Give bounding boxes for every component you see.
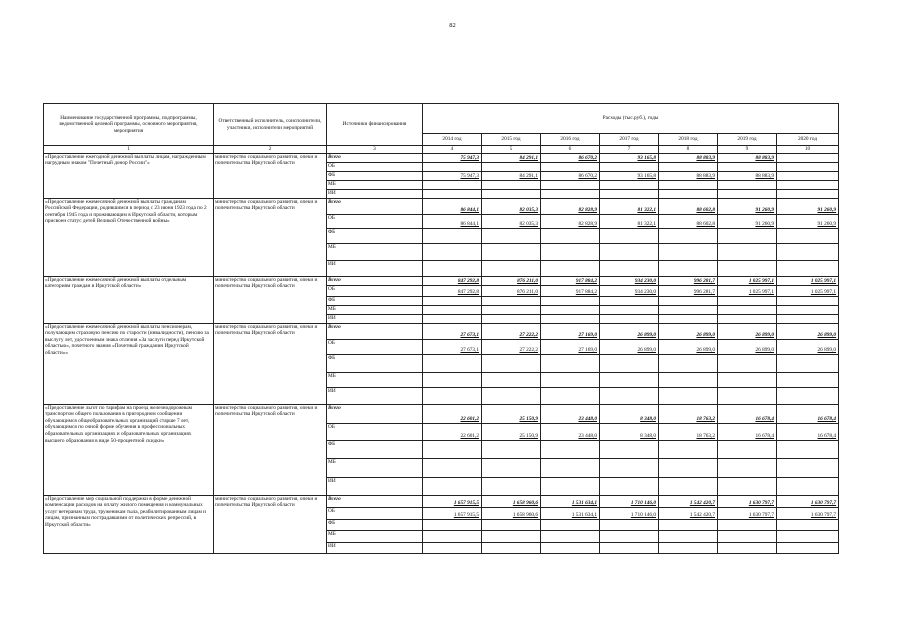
header-year: 2014 год <box>423 134 482 146</box>
header-col-num: 10 <box>777 146 839 154</box>
expense-value <box>600 372 659 387</box>
expense-value <box>777 153 839 162</box>
expense-value <box>600 387 659 404</box>
expense-value: 1 630 797,7 <box>777 507 839 519</box>
funding-source: МБ <box>327 372 423 387</box>
funding-source: ФБ <box>327 296 423 305</box>
expense-value: 1 542 420,7 <box>659 495 718 507</box>
expense-value: 25 150,9 <box>482 404 541 423</box>
funding-source: МБ <box>327 243 423 260</box>
funding-source: Всего <box>327 153 423 162</box>
expense-value <box>541 387 600 404</box>
responsible-executor: министерство социального развития, опеки и попечительства Иркутской области <box>214 153 327 198</box>
expense-value: 82 828,9 <box>541 198 600 214</box>
expense-value: 86 844,1 <box>423 214 482 228</box>
expense-value: 86 844,1 <box>423 198 482 214</box>
expense-value <box>541 542 600 553</box>
header-name: Наименование государственной программы, подпрограммы, ведомственной целевой программы, основного мероприятия, мероприятия <box>44 104 214 146</box>
funding-source: Всего <box>327 323 423 339</box>
expense-value: 82 035,3 <box>482 214 541 228</box>
expense-value <box>777 180 839 189</box>
expense-value: 88 883,9 <box>659 153 718 162</box>
expense-value: 91 260,9 <box>718 198 777 214</box>
header-year: 2018 год <box>659 134 718 146</box>
expense-value <box>482 162 541 171</box>
expense-value <box>482 296 541 305</box>
expense-value <box>600 260 659 276</box>
expense-value <box>423 162 482 171</box>
funding-source: МБ <box>327 458 423 477</box>
expense-value <box>482 477 541 495</box>
expense-value <box>541 354 600 372</box>
funding-source: ФБ <box>327 519 423 530</box>
expense-value <box>718 162 777 171</box>
header-year: 2015 год <box>482 134 541 146</box>
expense-value <box>541 243 600 260</box>
expense-value: 84 291,1 <box>482 153 541 162</box>
expense-value: 88 883,9 <box>659 171 718 180</box>
expense-value <box>541 477 600 495</box>
expense-value <box>659 243 718 260</box>
expense-value <box>423 372 482 387</box>
program-name: «Предоставление ежемесячной денежной выплаты гражданам Российской Федерации, родившимся в период с 23 июня 1923 года по 2 сентября 1945 года и проживающим в Иркутской области, которым присвоен статус детей Великой Отечественной войны» <box>44 198 214 276</box>
expense-value <box>777 542 839 553</box>
header-col-num: 8 <box>659 146 718 154</box>
expense-value: 27 673,1 <box>423 339 482 354</box>
expense-value <box>482 180 541 189</box>
expense-value <box>423 314 482 323</box>
expense-value <box>423 180 482 189</box>
expense-value <box>659 296 718 305</box>
expense-value: 917 884,2 <box>541 276 600 285</box>
expense-value <box>423 440 482 458</box>
expense-value: 93 165,8 <box>600 153 659 162</box>
expense-value <box>482 189 541 198</box>
expense-value: 1 025 997,1 <box>777 276 839 285</box>
expense-value <box>482 542 541 553</box>
expense-value: 27 222,2 <box>482 323 541 339</box>
expense-value: 88 602,8 <box>659 214 718 228</box>
expense-value <box>541 305 600 314</box>
expense-value: 996 281,7 <box>659 285 718 296</box>
expense-value: 1 657 915,5 <box>423 507 482 519</box>
funding-source: ОБ <box>327 507 423 519</box>
expense-value <box>777 228 839 243</box>
expense-value <box>423 458 482 477</box>
expense-value: 82 828,9 <box>541 214 600 228</box>
expense-value <box>600 440 659 458</box>
header-col-num: 4 <box>423 146 482 154</box>
program-name: «Предоставление ежемесячной денежной выплаты пенсионерам, получающим страховую пенсию по старости (инвалидности), пенсию за выслугу лет, удостоенным знака отличия «За заслуги перед Иркутской областью», почетного звания «Почетный гражданин Иркутской области»» <box>44 323 214 404</box>
expense-value: 1 630 797,7 <box>718 507 777 519</box>
expense-value: 1 025 997,1 <box>718 285 777 296</box>
expense-value <box>718 305 777 314</box>
expense-value <box>718 542 777 553</box>
expense-value: 25 150,9 <box>482 423 541 440</box>
expense-value <box>659 542 718 553</box>
expense-value <box>718 458 777 477</box>
funding-source: ИИ <box>327 542 423 553</box>
expense-value <box>600 162 659 171</box>
expense-value <box>482 530 541 542</box>
expense-value: 876 211,0 <box>482 276 541 285</box>
table-row <box>44 153 839 162</box>
funding-source: ОБ <box>327 162 423 171</box>
funding-source: ОБ <box>327 285 423 296</box>
expense-value <box>659 530 718 542</box>
expense-value: 16 678,4 <box>718 423 777 440</box>
expense-value: 26 899,0 <box>718 339 777 354</box>
expense-value: 934 230,0 <box>600 276 659 285</box>
expense-value <box>423 519 482 530</box>
expense-value: 1 025 997,1 <box>777 285 839 296</box>
expense-value <box>423 542 482 553</box>
expense-value <box>718 189 777 198</box>
expense-value <box>718 354 777 372</box>
expense-value <box>482 228 541 243</box>
expense-value <box>423 305 482 314</box>
header-col-num: 2 <box>214 146 327 154</box>
expense-value: 22 601,2 <box>423 423 482 440</box>
header-year: 2017 год <box>600 134 659 146</box>
expense-value <box>423 530 482 542</box>
expense-value: 847 292,8 <box>423 276 482 285</box>
expense-value <box>423 296 482 305</box>
expense-value <box>423 228 482 243</box>
expense-value: 84 291,1 <box>482 171 541 180</box>
expense-value: 1 658 960,6 <box>482 507 541 519</box>
funding-source: ИИ <box>327 314 423 323</box>
expense-value: 18 763,2 <box>659 404 718 423</box>
expense-value: 88 883,9 <box>718 153 777 162</box>
expense-value: 27 222,2 <box>482 339 541 354</box>
program-name: «Предоставление мер социальной поддержки в форме денежной компенсации расходов на оплату жилого помещения и коммунальных услуг ветеранам труда, труженикам тыла, реабилитированным лицам и лицам, признанным пострадавшими от политических репрессий, в Иркутской области» <box>44 495 214 553</box>
expense-value <box>600 180 659 189</box>
expense-value <box>541 314 600 323</box>
table-row <box>44 198 839 214</box>
expense-value <box>777 440 839 458</box>
funding-source: ФБ <box>327 354 423 372</box>
funding-source: МБ <box>327 530 423 542</box>
expense-value <box>718 477 777 495</box>
expense-value: 8 348,0 <box>600 423 659 440</box>
expense-value <box>659 228 718 243</box>
expense-value: 27 673,1 <box>423 323 482 339</box>
funding-source: ОБ <box>327 423 423 440</box>
responsible-executor: министерство социального развития, опеки и попечительства Иркутской области <box>214 404 327 495</box>
table-row <box>44 495 839 507</box>
expense-value <box>659 305 718 314</box>
funding-source: Всего <box>327 495 423 507</box>
header-col-num: 5 <box>482 146 541 154</box>
expense-value: 996 281,7 <box>659 276 718 285</box>
expense-value <box>541 440 600 458</box>
expense-value: 1 531 634,1 <box>541 495 600 507</box>
expense-value: 1 542 420,7 <box>659 507 718 519</box>
expense-value <box>718 228 777 243</box>
expense-value <box>777 243 839 260</box>
expense-value: 27 169,0 <box>541 339 600 354</box>
responsible-executor: министерство социального развития, опеки и попечительства Иркутской области <box>214 198 327 276</box>
expense-value <box>423 260 482 276</box>
expense-value <box>659 440 718 458</box>
expense-value: 26 899,0 <box>659 323 718 339</box>
expense-value <box>777 296 839 305</box>
expense-value <box>541 519 600 530</box>
expense-value <box>541 296 600 305</box>
expense-value <box>718 519 777 530</box>
expense-value: 75 947,3 <box>423 171 482 180</box>
expense-value <box>659 477 718 495</box>
expense-value: 16 678,4 <box>777 404 839 423</box>
expense-value <box>718 372 777 387</box>
expenditure-table <box>43 103 839 554</box>
funding-source: ИИ <box>327 477 423 495</box>
expense-value <box>600 542 659 553</box>
expense-value: 847 292,8 <box>423 285 482 296</box>
expense-value <box>541 189 600 198</box>
expense-value <box>482 372 541 387</box>
expense-value <box>423 189 482 198</box>
expense-value: 26 899,0 <box>777 339 839 354</box>
expense-value: 18 763,2 <box>659 423 718 440</box>
expense-value <box>777 162 839 171</box>
expense-value: 26 899,0 <box>600 323 659 339</box>
expense-value <box>423 243 482 260</box>
expense-value: 88 883,9 <box>718 171 777 180</box>
expense-value: 26 899,0 <box>659 339 718 354</box>
expense-value <box>541 530 600 542</box>
expense-value <box>777 530 839 542</box>
funding-source: Всего <box>327 276 423 285</box>
expense-value <box>659 372 718 387</box>
expense-value: 88 602,8 <box>659 198 718 214</box>
responsible-executor: министерство социального развития, опеки и попечительства Иркутской области <box>214 323 327 404</box>
expense-value <box>482 387 541 404</box>
expense-value <box>600 243 659 260</box>
program-name: «Предоставление льгот по тарифам на проезд железнодорожным транспортом общего пользования в пригородном сообщении обучающимся общеобразовательных организаций старше 7 лет, обучающимся по очной форме обучения в профессиональных образовательных организациях и образовательных организациях высшего образования в виде 50-процентной скидки» <box>44 404 214 495</box>
expense-value <box>600 305 659 314</box>
funding-source: ФБ <box>327 440 423 458</box>
header-col-num: 7 <box>600 146 659 154</box>
funding-source: Всего <box>327 404 423 423</box>
expense-value: 81 322,1 <box>600 198 659 214</box>
expense-value <box>423 477 482 495</box>
expense-value <box>718 180 777 189</box>
expense-value <box>659 189 718 198</box>
expense-value <box>541 180 600 189</box>
table-row <box>44 404 839 423</box>
expense-value <box>482 519 541 530</box>
header-year: 2016 год <box>541 134 600 146</box>
expense-value <box>659 387 718 404</box>
funding-source: Всего <box>327 198 423 214</box>
program-name: «Предоставление ежегодной денежной выплаты лицам, награжденным нагрудным знаком "Почетный донор России"» <box>44 153 214 198</box>
expense-value: 91 260,9 <box>718 214 777 228</box>
expense-value <box>482 354 541 372</box>
expense-value <box>482 314 541 323</box>
expense-value <box>777 519 839 530</box>
expense-value <box>482 440 541 458</box>
expense-value <box>423 387 482 404</box>
expense-value: 93 165,8 <box>600 171 659 180</box>
expense-value: 16 678,4 <box>718 404 777 423</box>
expense-value: 86 670,2 <box>541 153 600 162</box>
expense-value <box>482 458 541 477</box>
expense-value: 1 657 915,5 <box>423 495 482 507</box>
header-responsible: Ответственный исполнитель, соисполнители, участники, исполнители мероприятий <box>214 104 327 146</box>
expense-value <box>718 440 777 458</box>
expense-value: 876 211,0 <box>482 285 541 296</box>
expense-value <box>718 243 777 260</box>
funding-source: МБ <box>327 180 423 189</box>
expense-value: 1 531 634,1 <box>541 507 600 519</box>
expense-value <box>600 189 659 198</box>
expense-value <box>777 372 839 387</box>
expense-value <box>541 458 600 477</box>
expense-value <box>659 162 718 171</box>
header-col-num: 1 <box>44 146 214 154</box>
expense-value <box>777 314 839 323</box>
expense-value <box>600 458 659 477</box>
expense-value <box>600 477 659 495</box>
expense-value <box>600 354 659 372</box>
expense-value <box>659 354 718 372</box>
program-name: «Предоставление ежемесячной денежной выплаты отдельным категориям граждан в Иркутской области» <box>44 276 214 323</box>
expense-value <box>423 354 482 372</box>
expense-value <box>482 305 541 314</box>
expense-value <box>777 458 839 477</box>
expense-value <box>659 260 718 276</box>
header-year: 2020 год <box>777 134 839 146</box>
expense-value <box>777 189 839 198</box>
funding-source: ОБ <box>327 339 423 354</box>
header-col-num: 6 <box>541 146 600 154</box>
expense-value <box>541 228 600 243</box>
expense-value <box>718 296 777 305</box>
expense-value <box>777 171 839 180</box>
expense-value: 23 448,0 <box>541 404 600 423</box>
expense-value: 16 678,4 <box>777 423 839 440</box>
funding-source: ФБ <box>327 228 423 243</box>
expense-value: 22 601,2 <box>423 404 482 423</box>
funding-source: ОБ <box>327 214 423 228</box>
expense-value <box>482 243 541 260</box>
expense-value: 91 260,9 <box>777 198 839 214</box>
expense-value: 81 322,1 <box>600 214 659 228</box>
expense-value <box>659 519 718 530</box>
expense-value: 82 035,3 <box>482 198 541 214</box>
expense-value: 934 230,0 <box>600 285 659 296</box>
expense-value: 23 448,0 <box>541 423 600 440</box>
expense-value: 26 899,0 <box>718 323 777 339</box>
expense-value: 1 630 797,7 <box>718 495 777 507</box>
table-body <box>44 153 839 553</box>
expense-value <box>718 530 777 542</box>
expense-value <box>777 477 839 495</box>
header-sources: Источники финансирования <box>327 104 423 146</box>
funding-source: ФБ <box>327 171 423 180</box>
expense-value <box>777 354 839 372</box>
expense-value <box>777 387 839 404</box>
expense-value <box>777 260 839 276</box>
header-col-num: 3 <box>327 146 423 154</box>
expense-value: 1 710 146,0 <box>600 507 659 519</box>
expense-value: 75 947,3 <box>423 153 482 162</box>
expense-value: 26 899,0 <box>777 323 839 339</box>
expense-value <box>600 228 659 243</box>
expense-value <box>659 314 718 323</box>
expense-value: 1 025 997,1 <box>718 276 777 285</box>
expense-value: 1 658 960,6 <box>482 495 541 507</box>
expense-value: 91 260,9 <box>777 214 839 228</box>
expense-value <box>718 314 777 323</box>
header-year: 2019 год <box>718 134 777 146</box>
expense-value: 27 169,0 <box>541 323 600 339</box>
expense-value <box>600 519 659 530</box>
expense-value <box>482 260 541 276</box>
expense-value <box>718 387 777 404</box>
expense-value: 1 710 146,0 <box>600 495 659 507</box>
expense-value: 26 899,0 <box>600 339 659 354</box>
expense-value <box>659 180 718 189</box>
responsible-executor: министерство социального развития, опеки и попечительства Иркутской области <box>214 495 327 553</box>
expense-value <box>659 458 718 477</box>
responsible-executor: министерство социального развития, опеки и попечительства Иркутской области <box>214 276 327 323</box>
page-number: 82 <box>449 22 456 29</box>
funding-source: ИИ <box>327 387 423 404</box>
expense-value <box>600 530 659 542</box>
table-row <box>44 323 839 339</box>
expense-value <box>718 260 777 276</box>
expense-value: 86 670,2 <box>541 171 600 180</box>
expense-value <box>600 314 659 323</box>
expense-value <box>541 162 600 171</box>
expense-value: 1 630 797,7 <box>777 495 839 507</box>
expense-value: 8 348,0 <box>600 404 659 423</box>
funding-source: ИИ <box>327 260 423 276</box>
funding-source: МБ <box>327 305 423 314</box>
table-header <box>44 104 839 154</box>
expense-value <box>777 305 839 314</box>
table-row <box>44 276 839 285</box>
header-expenses: Расходы (тыс.руб.), годы <box>423 104 839 134</box>
expense-value <box>541 372 600 387</box>
funding-source: ИИ <box>327 189 423 198</box>
expense-value <box>541 260 600 276</box>
expense-value <box>600 296 659 305</box>
expense-value: 917 884,2 <box>541 285 600 296</box>
header-col-num: 9 <box>718 146 777 154</box>
